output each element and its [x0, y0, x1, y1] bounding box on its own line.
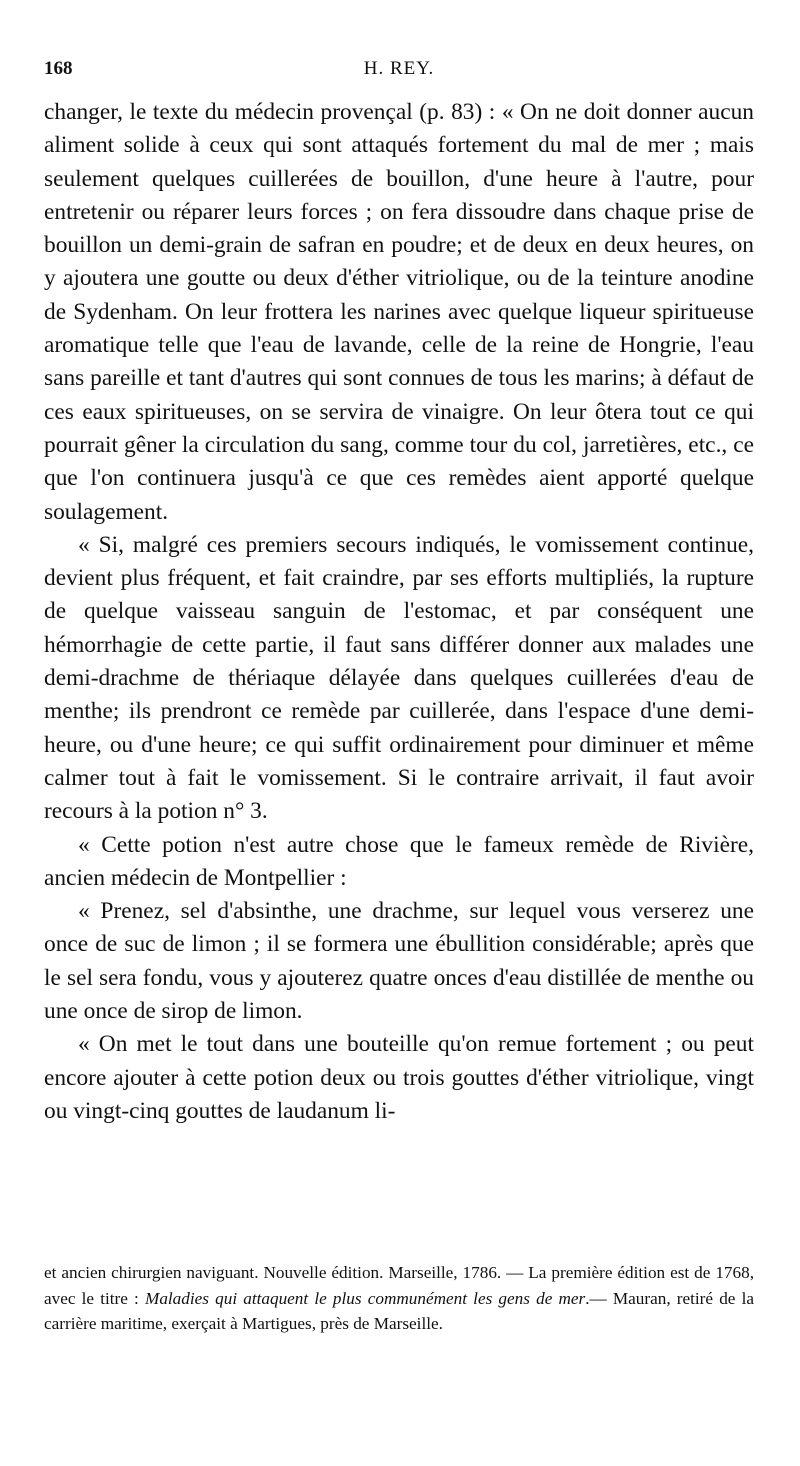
body-text	[44, 96, 754, 1128]
footnote-text	[44, 1260, 754, 1337]
paragraph: « Si, malgré ces premiers secours indiqués, le vomissement continue, devient plus fréquent, et fait craindre, par ses efforts multipliés, la rupture de quelque vaisseau sanguin de l'estomac, et par conséquent une hémorrhagie de cette partie, il faut sans différer donner aux malades une demi-drachme de thériaque délayée dans quelques cuillerées d'eau de menthe; ils prendront ce remède par cuillerée, dans l'espace d'une demi-heure, ou d'une heure; ce qui suffit ordinairement pour diminuer et même calmer tout à fait le vomissement. Si le contraire arrivait, il faut avoir recours à la potion n° 3.	[44, 531, 754, 825]
paragraph: « Prenez, sel d'absinthe, une drachme, sur lequel vous verserez une once de suc de limon ; il se formera une ébullition considérable; après que le sel sera fondu, vous y ajouterez quatre onces d'eau distillée de menthe ou une once de sirop de limon.	[44, 898, 754, 1025]
page-number: 168	[44, 58, 73, 79]
running-head: H. REY.	[363, 58, 435, 79]
footnote-part-1: et ancien chirurgien naviguant. Nouvelle édition. Marseille, 1786. — La première édition est de 1768, avec le titre :	[44, 1263, 754, 1308]
footnote-part-2: .— Mauran, retiré de la carrière maritime, exerçait à Martigues, près de Marseille.	[44, 1288, 754, 1333]
paragraph: « On met le tout dans une bouteille qu'on remue fortement ; ou peut encore ajouter à cette potion deux ou trois gouttes d'éther vitriolique, vingt ou vingt-cinq gouttes de laudanum li-	[44, 1031, 754, 1124]
footnote	[44, 1260, 754, 1337]
paragraph: changer, le texte du médecin provençal (p. 83) : « On ne doit donner aucun aliment solide à ceux qui sont attaqués fortement du mal de mer ; mais seulement quelques cuillerées de bouillon, d'une heure à l'autre, pour entretenir ou réparer leurs forces ; on fera dissoudre dans chaque prise de bouillon un demi-grain de safran en poudre; et de deux en deux heures, on y ajoutera une goutte ou deux d'éther vitriolique, ou de la teinture anodine de Sydenham. On leur frottera les narines avec quelque liqueur spiritueuse aromatique telle que l'eau de lavande, celle de la reine de Hongrie, l'eau sans pareille et tant d'autres qui sont connues de tous les marins; à défaut de ces eaux spiritueuses, on se servira de vinaigre. On leur ôtera tout ce qui pourrait gêner la circulation du sang, comme tour du col, jarretières, etc., ce que l'on continuera jusqu'à ce que ces remèdes aient apporté quelque soulagement.	[44, 99, 754, 525]
paragraph: « Cette potion n'est autre chose que le fameux remède de Rivière, ancien médecin de Montpellier :	[44, 831, 754, 891]
page-header	[44, 58, 754, 84]
footnote-book-title: Maladies qui attaquent le plus communément les gens de mer	[145, 1288, 586, 1308]
